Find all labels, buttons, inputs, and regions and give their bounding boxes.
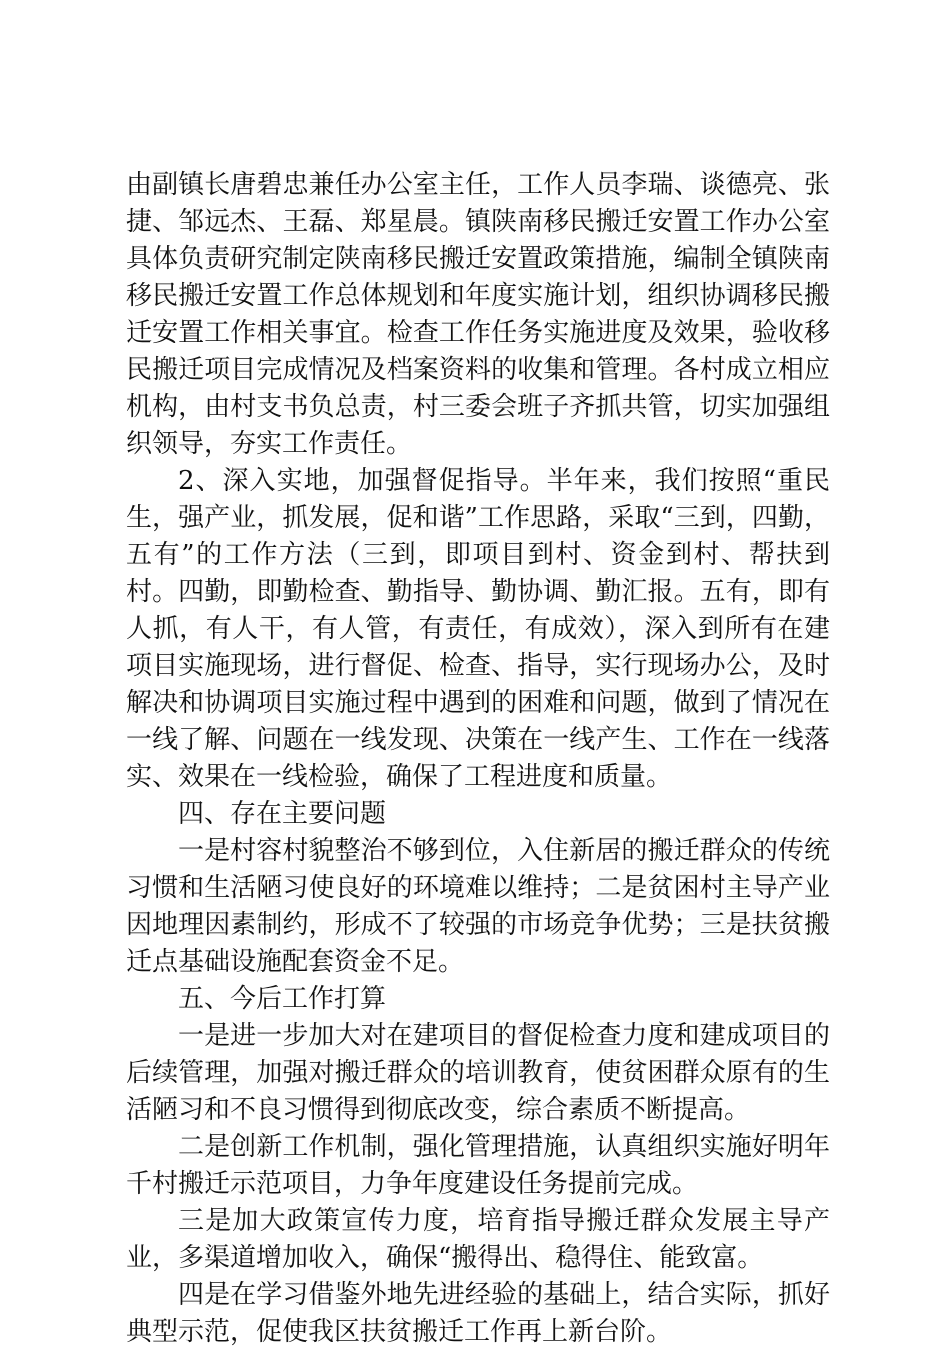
body-paragraph-continued: 由副镇长唐碧忠兼任办公室主任，工作人员李瑞、谈德亮、张捷、邹远杰、王磊、郑星晨。镇陕南移民搬迁安置工作办公室具体负责研究制定陕南移民搬迁安置政策措施，编制全镇陕南移民搬迁安置工作总体规划和年度实施计划，组织协调移民搬迁安置工作相关事宜。检查工作任务实施进度及效果，验收移民搬迁项目完成情况及档案资料的收集和管理。各村成立相应机构，由村支书负总责，村三委会班子齐抓共管，切实加强组织领导，夯实工作责任。 (126, 170, 830, 459)
section-heading-plans: 五、今后工作打算 (178, 984, 387, 1014)
document-body (126, 167, 830, 1351)
body-paragraph-supervision: 2、深入实地，加强督促指导。半年来，我们按照“重民生，强产业，抓发展，促和谐”工作思路，采取“三到，四勤，五有”的工作方法（三到，即项目到村、资金到村、帮扶到村。四勤，即勤检查、勤指导、勤协调、勤汇报。五有，即有人抓，有人干，有人管，有责任，有成效），深入到所有在建项目实施现场，进行督促、检查、指导，实行现场办公，及时解决和协调项目实施过程中遇到的困难和问题，做到了情况在一线了解、问题在一线发现、决策在一线产生、工作在一线落实、效果在一线检验，确保了工程进度和质量。 (126, 466, 830, 792)
body-paragraph-plan-2: 二是创新工作机制，强化管理措施，认真组织实施好明年千村搬迁示范项目，力争年度建设任务提前完成。 (126, 1132, 830, 1199)
body-paragraph-plan-4: 四是在学习借鉴外地先进经验的基础上，结合实际，抓好典型示范，促使我区扶贫搬迁工作再上新台阶。 (126, 1280, 830, 1347)
section-heading-problems: 四、存在主要问题 (178, 799, 387, 829)
body-paragraph-problems: 一是村容村貌整治不够到位，入住新居的搬迁群众的传统习惯和生活陋习使良好的环境难以维持；二是贫困村主导产业因地理因素制约，形成不了较强的市场竞争优势；三是扶贫搬迁点基础设施配套资金不足。 (126, 836, 830, 977)
body-paragraph-plan-1: 一是进一步加大对在建项目的督促检查力度和建成项目的后续管理，加强对搬迁群众的培训教育，使贫困群众原有的生活陋习和不良习惯得到彻底改变，综合素质不断提高。 (126, 1021, 830, 1125)
body-paragraph-plan-3: 三是加大政策宣传力度，培育指导搬迁群众发展主导产业，多渠道增加收入，确保“搬得出、稳得住、能致富。 (126, 1206, 830, 1273)
